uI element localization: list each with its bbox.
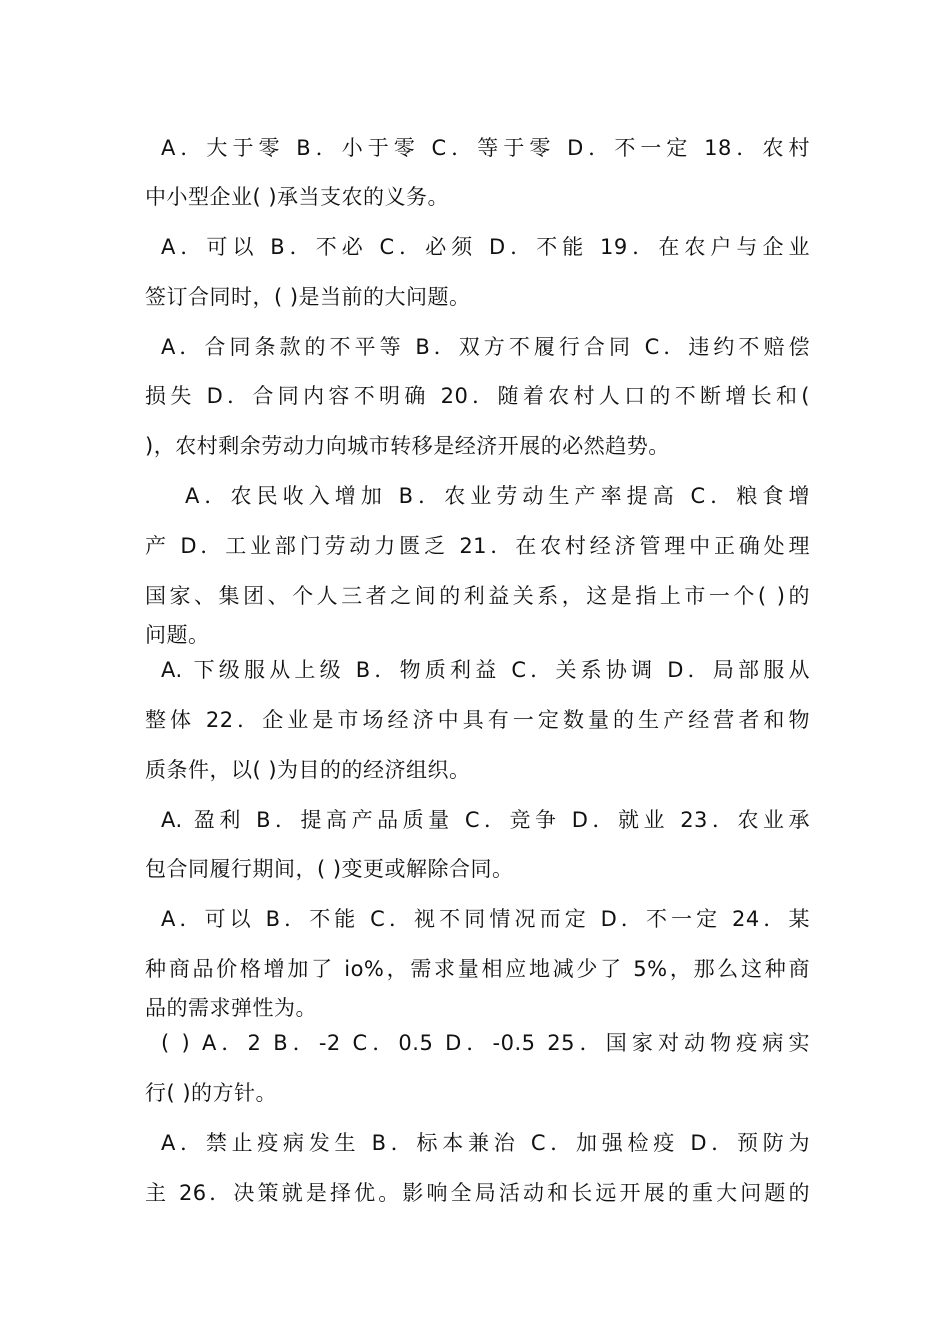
text-line-14: 质条件，以( )为目的的经济组织。 <box>145 758 471 782</box>
text-line-21: 行( )的方针。 <box>145 1081 278 1105</box>
text-line-17: A．可以 B．不能 C．视不同情况而定 D．不一定 24．某 <box>161 907 810 931</box>
text-line-5: A．合同条款的不平等 B．双方不履行合同 C．违约不赔偿 <box>161 335 810 359</box>
text-line-2: 中小型企业( )承当支农的义务。 <box>145 185 450 209</box>
text-line-23: 主 26．决策就是择优。影响全局活动和长远开展的重大问题的 <box>145 1181 810 1205</box>
text-line-15: A. 盈利 B．提高产品质量 C．竞争 D．就业 23．农业承 <box>161 808 810 832</box>
text-line-6: 损失 D．合同内容不明确 20．随着农村人口的不断增长和( <box>145 384 810 408</box>
text-line-22: A．禁止疫病发生 B．标本兼治 C．加强检疫 D．预防为 <box>161 1131 810 1155</box>
text-line-3: A．可以 B．不必 C．必须 D．不能 19．在农户与企业 <box>161 235 810 259</box>
text-line-1: A．大于零 B．小于零 C．等于零 D．不一定 18．农村 <box>161 136 810 160</box>
text-line-11: 问题。 <box>145 623 210 647</box>
text-line-18: 种商品价格增加了 io%，需求量相应地减少了 5%，那么这种商 <box>145 957 810 981</box>
text-line-8: A．农民收入增加 B．农业劳动生产率提高 C．粮食增 <box>185 484 810 508</box>
text-line-4: 签订合同时，( )是当前的大问题。 <box>145 285 471 309</box>
text-line-16: 包合同履行期间，( )变更或解除合同。 <box>145 857 514 881</box>
text-line-13: 整体 22．企业是市场经济中具有一定数量的生产经营者和物 <box>145 708 810 732</box>
text-line-19: 品的需求弹性为。 <box>145 996 317 1020</box>
text-line-9: 产 D．工业部门劳动力匮乏 21．在农村经济管理中正确处理 <box>145 534 810 558</box>
text-line-20: ( ) A．2 B．-2 C．0.5 D．-0.5 25．国家对动物疫病实 <box>161 1031 810 1055</box>
text-line-10: 国家、集团、个人三者之间的利益关系，这是指上市一个( )的 <box>145 584 810 608</box>
text-line-7: )，农村剩余劳动力向城市转移是经济开展的必然趋势。 <box>145 434 670 458</box>
text-line-12: A. 下级服从上级 B．物质利益 C．关系协调 D．局部服从 <box>161 658 810 682</box>
